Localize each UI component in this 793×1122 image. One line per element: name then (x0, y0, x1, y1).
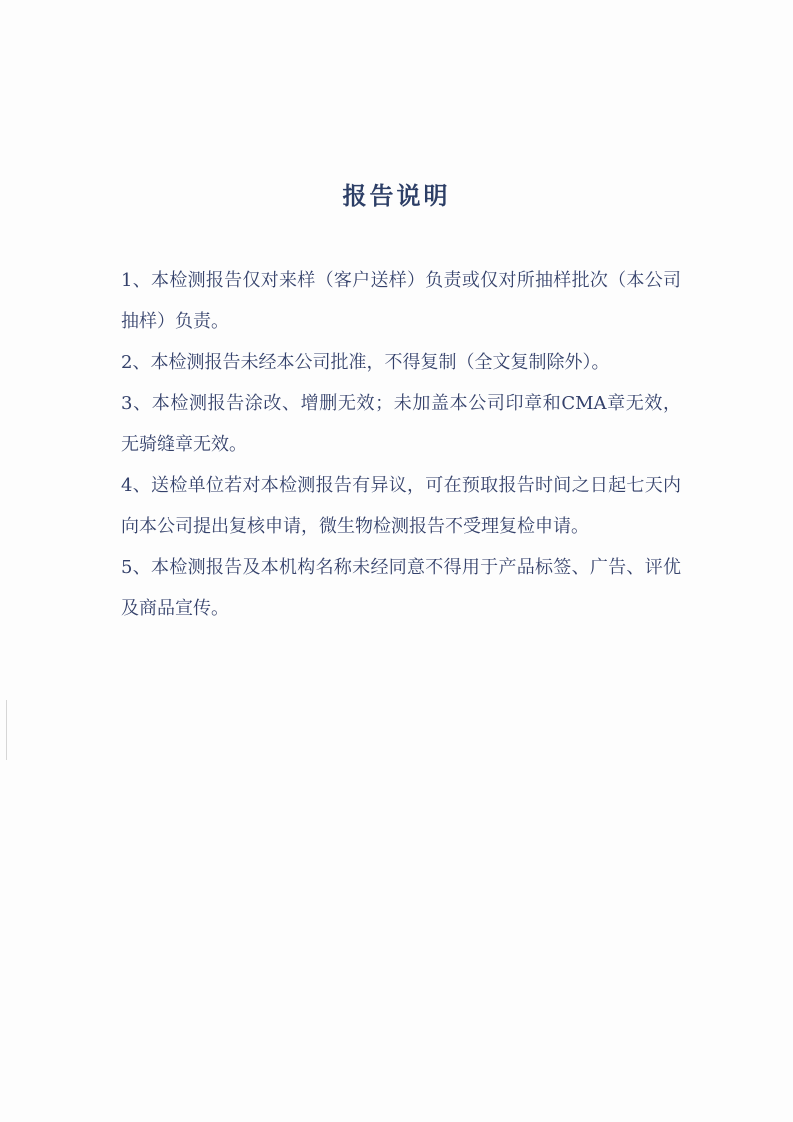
note-item-5 (121, 547, 681, 629)
note-number: 4、 (121, 475, 152, 496)
note-text: 本检测报告及本机构名称未经同意不得用于产品标签、广告、评优及商品宣传。 (121, 557, 682, 619)
note-text: 本检测报告仅对来样（客户送样）负责或仅对所抽样批次（本公司抽样）负责。 (121, 270, 682, 332)
note-item-4 (121, 465, 681, 547)
page-title: 报告说明 (342, 181, 451, 210)
notes-list (121, 260, 681, 629)
note-text: 本检测报告未经本公司批准，不得复制（全文复制除外）。 (150, 352, 610, 373)
note-number: 1、 (121, 270, 152, 291)
scan-artifact (6, 700, 7, 760)
note-text: 本检测报告涂改、增删无效；未加盖本公司印章和CMA章无效，无骑缝章无效。 (121, 393, 682, 455)
note-text: 送检单位若对本检测报告有异议，可在预取报告时间之日起七天内向本公司提出复核申请，微生物检测报告不受理复检申请。 (121, 475, 682, 537)
note-item-1 (121, 260, 681, 342)
note-number: 2、 (121, 352, 151, 373)
note-item-3 (121, 383, 681, 465)
note-item-2 (121, 342, 681, 383)
note-number: 5、 (121, 557, 152, 578)
note-number: 3、 (121, 393, 152, 414)
